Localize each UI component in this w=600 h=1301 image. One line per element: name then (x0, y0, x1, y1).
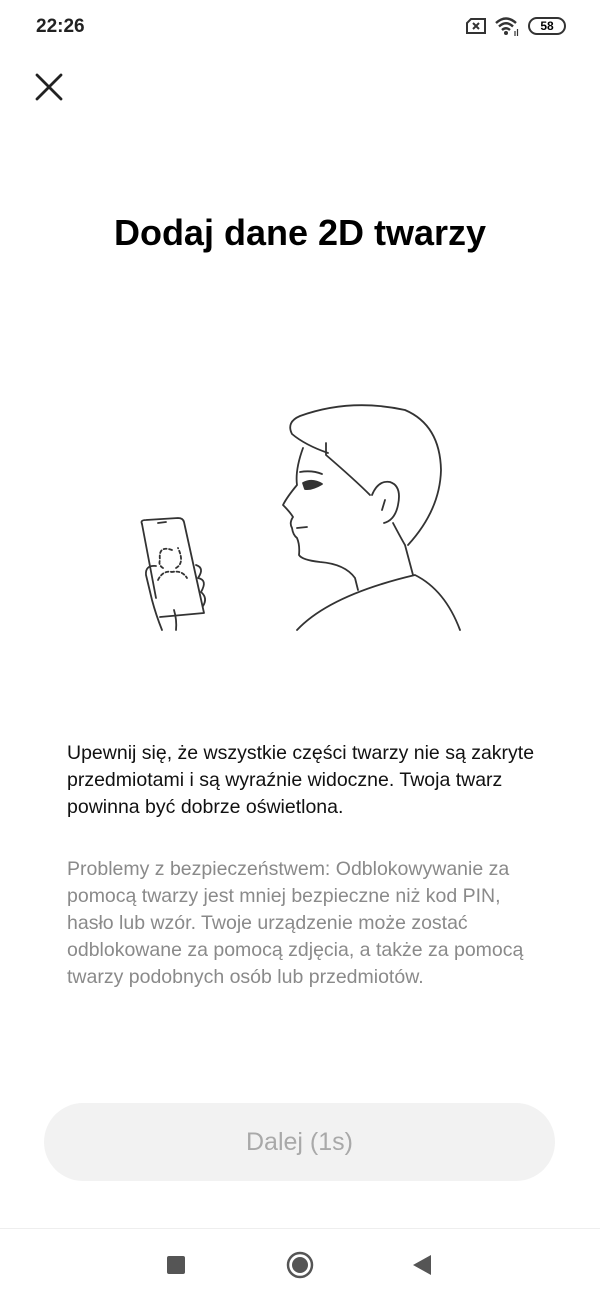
instruction-text: Upewnij się, że wszystkie części twarzy nie są zakryte przedmiotami i są wyraźnie widoczne. Twoja twarz powinna być dobrze oświetlona. (67, 742, 535, 818)
security-note: Problemy z bezpieczeństwem: Odblokowywanie za pomocą twarzy jest mniej bezpieczne niż kod PIN, hasło lub wzór. Twoje urządzenie może zostać odblokowane za pomocą zdjęcia, a także za pomocą twarzy podobnych osób lub przedmiotów. (67, 858, 524, 988)
status-bar (0, 0, 600, 52)
navigation-bar (0, 1228, 600, 1301)
page-title: Dodaj dane 2D twarzy (113, 212, 487, 253)
face-scan-illustration (0, 380, 600, 650)
close-icon[interactable] (32, 70, 66, 104)
wifi-icon (494, 16, 520, 36)
sim-x-icon (466, 18, 486, 34)
home-icon[interactable] (286, 1251, 314, 1284)
next-button[interactable]: Dalej (1s) (44, 1103, 555, 1181)
status-time: 22:26 (36, 16, 85, 37)
back-icon[interactable] (412, 1254, 432, 1281)
battery-icon: 58 (528, 17, 566, 35)
recents-icon[interactable] (166, 1255, 186, 1280)
